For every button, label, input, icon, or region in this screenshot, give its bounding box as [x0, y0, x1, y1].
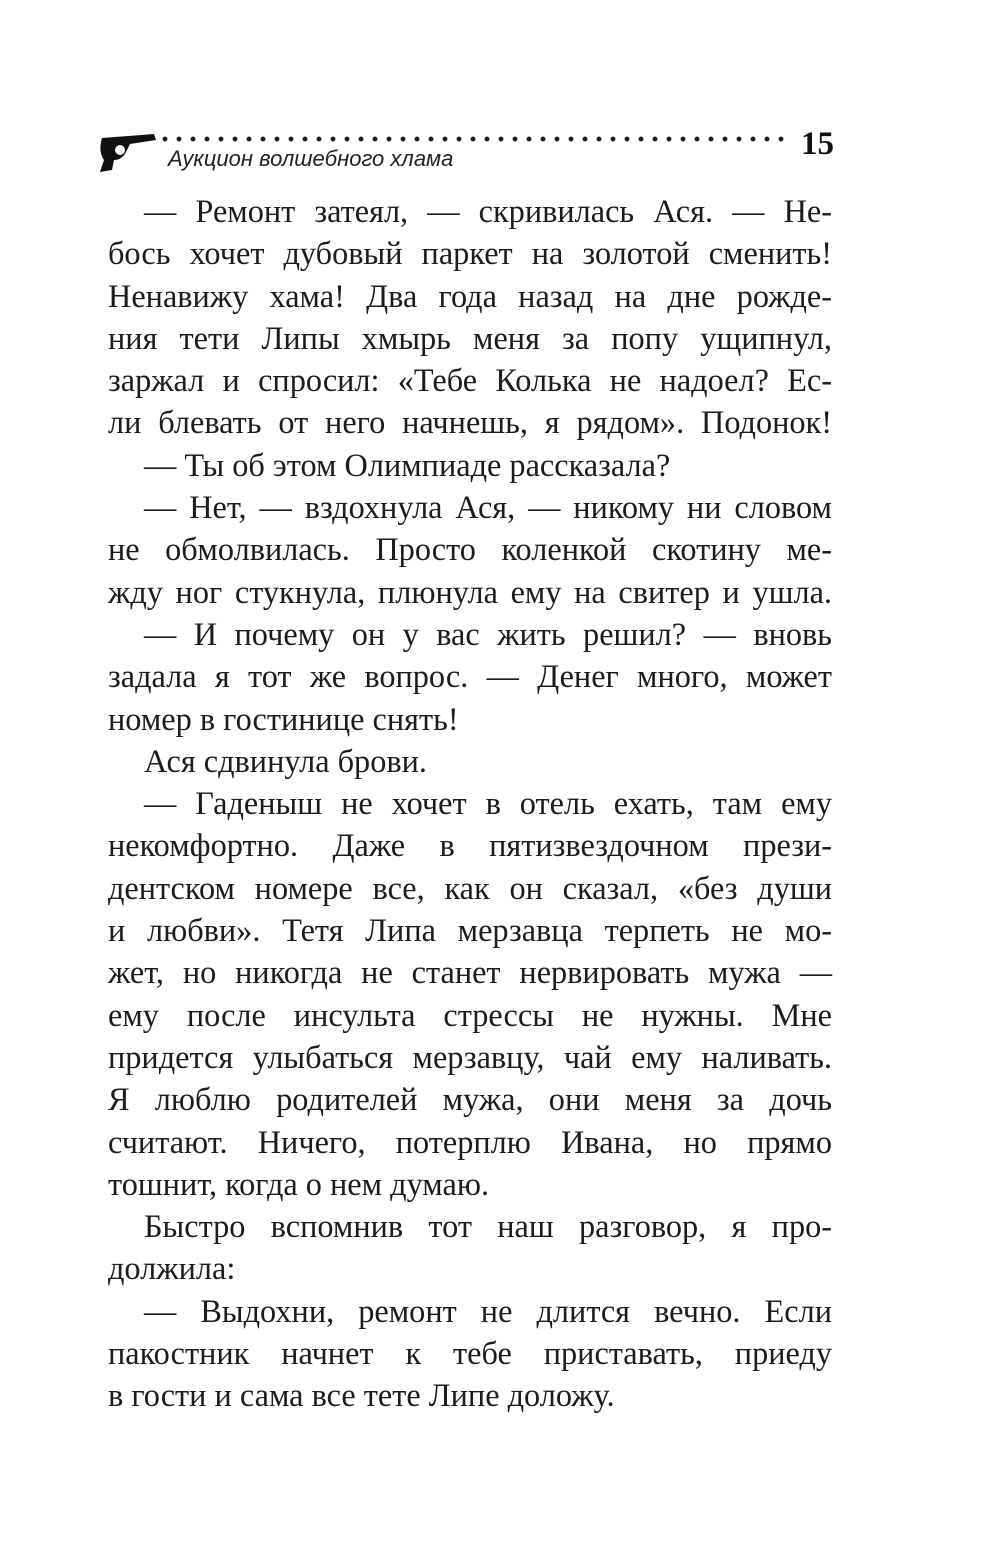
text-line: номер в гостинице снять!: [108, 700, 459, 737]
text-line: дентском номере все, как он сказал, «без души: [108, 869, 832, 906]
text-line: Ненавижу хама! Два года назад на дне рожде-: [108, 277, 832, 314]
text-line: бось хочет дубовый паркет на золотой сменить!: [108, 235, 832, 272]
text-line: — Нет, — вздохнула Ася, — никому ни словом: [144, 489, 832, 526]
body-text: [108, 190, 832, 1417]
page-header: [96, 118, 836, 188]
text-line: тошнит, когда о нем думаю.: [108, 1165, 490, 1202]
dotted-rule: [158, 136, 788, 142]
text-line: жду ног стукнула, плюнула ему на свитер и ушла.: [108, 573, 832, 610]
text-line: — Ты об этом Олимпиаде рассказала?: [144, 446, 671, 483]
text-line: не обмолвилась. Просто коленкой скотину ме-: [108, 531, 832, 568]
text-line: — Выдохни, ремонт не длится вечно. Если: [144, 1292, 832, 1329]
text-line: и любви». Тетя Липа мерзавца терпеть не мо-: [108, 912, 832, 949]
text-line: Быстро вспомнив тот наш разговор, я про-: [144, 1208, 832, 1245]
text-line: в гости и сама все тете Липе доложу.: [108, 1377, 615, 1414]
text-line: — Ремонт затеял, — скривилась Ася. — Не-: [144, 193, 832, 229]
text-line: Я люблю родителей мужа, они меня за дочь: [108, 1081, 832, 1118]
text-line: пакостник начнет к тебе приставать, приеду: [108, 1335, 832, 1372]
text-line: некомфортно. Даже в пятизвездочном прези-: [108, 827, 832, 864]
text-line: ему после инсульта стрессы не нужны. Мне: [108, 996, 832, 1033]
revolver-icon: [96, 130, 160, 174]
text-line: жет, но никогда не станет нервировать мужа —: [108, 954, 832, 991]
text-line: должила:: [108, 1250, 236, 1287]
text-line: Ася сдвинула брови.: [144, 742, 427, 779]
text-line: ли блевать от него начнешь, я рядом». Подонок!: [108, 404, 832, 441]
text-line: задала я тот же вопрос. — Денег много, может: [108, 658, 832, 695]
text-line: ния тети Липы хмырь меня за попу ущипнул,: [108, 319, 832, 356]
text-line: считают. Ничего, потерплю Ивана, но прямо: [108, 1123, 832, 1160]
text-line: — Гаденыш не хочет в отель ехать, там ему: [144, 785, 832, 822]
text-line: придется улыбаться мерзавцу, чай ему наливать.: [108, 1038, 832, 1075]
running-title: Аукцион волшебного хлама: [168, 146, 454, 171]
text-line: — И почему он у вас жить решил? — вновь: [144, 615, 832, 652]
text-line: заржал и спросил: «Тебе Колька не надоел? Ес-: [108, 362, 832, 399]
page-number: 15: [801, 126, 834, 162]
